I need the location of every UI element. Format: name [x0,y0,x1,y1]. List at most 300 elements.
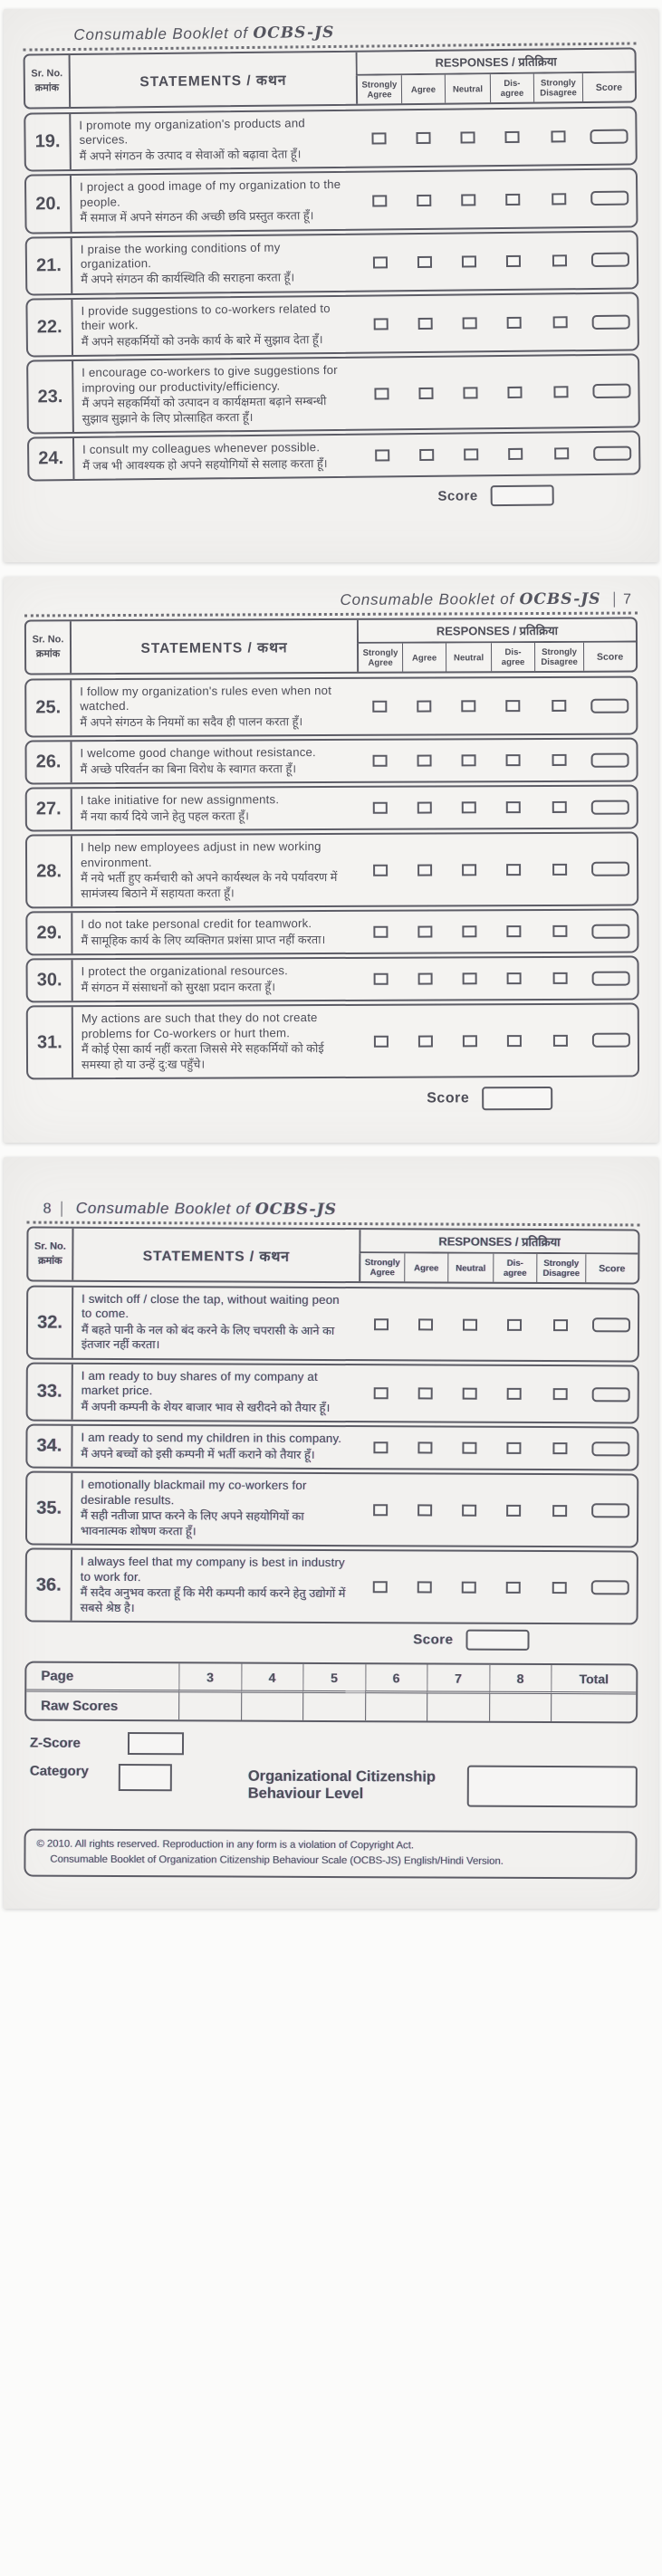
checkbox-agree[interactable] [417,1581,432,1593]
response-cell [357,741,402,781]
item-number: 28. [27,837,72,907]
item-number: 27. [27,790,72,830]
col-neutral: Neutral [445,74,490,103]
category-label: Category [29,1763,89,1779]
booklet-title-text: Consumable Booklet of [75,1199,251,1218]
sr-no-label: Sr. No. [32,634,64,646]
checkbox-strongly-agree[interactable] [371,133,386,145]
score-cell [585,1005,638,1076]
checkbox-agree[interactable] [417,865,432,876]
statement-cell [73,1287,359,1358]
checkbox-strongly-disagree[interactable] [552,1505,567,1517]
checkbox-neutral[interactable] [462,802,476,814]
z-score-label: Z-Score [29,1735,81,1751]
statement-cell [72,836,358,907]
page-score-line [26,1087,552,1114]
checkbox-agree[interactable] [418,1036,433,1048]
score-cell [585,1366,638,1422]
statement-english: I welcome good change without resistance. [80,745,316,761]
statement-row-36 [25,1548,638,1625]
score-cell [584,834,637,905]
response-cell [536,959,585,1000]
raw-score-cell[interactable] [365,1693,427,1720]
checkbox-neutral[interactable] [463,318,477,330]
checkbox-neutral[interactable] [463,387,477,398]
response-cell [403,296,447,352]
page-number: 7 [614,592,632,608]
checkbox-disagree[interactable] [507,1318,522,1330]
checkbox-strongly-agree[interactable] [373,256,388,268]
page-score-box[interactable] [465,1630,529,1651]
col-strongly-agree: Strongly Agree [357,644,402,672]
checkbox-agree[interactable] [418,318,433,330]
checkbox-strongly-disagree[interactable] [552,193,566,205]
item-score-box[interactable] [592,1387,630,1402]
sr-no-label-hindi: क्रमांक [34,81,60,93]
statement-hindi: मैं नया कार्य दिये जाने हेतु पहल करता हूँ। [80,809,249,824]
responses-header: RESPONSES / प्रतिक्रिया [359,1230,638,1254]
checkbox-disagree[interactable] [507,973,522,985]
checkbox-neutral[interactable] [463,1388,477,1400]
statement-rows [24,107,640,482]
checkbox-strongly-agree[interactable] [374,388,389,399]
checkbox-strongly-disagree[interactable] [553,1318,568,1330]
response-cell [403,912,446,953]
response-cell [493,959,536,1000]
sr-no-header [28,1228,73,1279]
response-cell [446,679,491,735]
response-cell [358,912,403,953]
response-cell [491,741,534,781]
item-number: 34. [27,1426,72,1467]
item-score-box[interactable] [591,1503,629,1518]
score-cell [585,356,638,427]
checkbox-disagree[interactable] [506,864,521,876]
response-cell [403,234,447,290]
response-cell [404,1006,447,1077]
response-cell [403,1474,446,1545]
col-agree: Agree [402,644,446,672]
checkbox-neutral[interactable] [463,973,477,985]
score-cell [584,232,638,288]
response-cell [403,1427,446,1468]
scanned-page-2 [4,577,658,1142]
checkbox-strongly-agree[interactable] [374,973,389,985]
checkbox-strongly-disagree[interactable] [551,131,565,143]
checkbox-agree[interactable] [418,1387,433,1399]
statement-english: I always feel that my company is best in industry to work for. [80,1554,345,1584]
statement-cell [71,111,357,170]
checkbox-disagree[interactable] [507,317,522,329]
statement-row-34 [25,1424,638,1471]
score-cell [584,1552,637,1623]
raw-score-cell[interactable] [241,1693,303,1720]
copyright-footer [24,1828,637,1879]
checkbox-strongly-disagree[interactable] [552,700,566,712]
checkbox-strongly-disagree[interactable] [552,1582,567,1594]
checkbox-agree[interactable] [419,449,434,461]
response-cell [359,1006,404,1077]
checkbox-neutral[interactable] [462,1442,476,1454]
response-cell [403,835,446,905]
response-cell [404,358,448,428]
raw-score-total-cell[interactable] [551,1694,636,1721]
response-cell [358,235,404,291]
z-score-line [30,1732,638,1757]
item-score-box[interactable] [592,384,630,398]
response-cell [403,1551,446,1622]
statement-hindi: मैं सदैव अनुभव करता हूँ कि मेरी कम्पनी कार्य करने हेतु उद्योगों में सबसे श्रेष्ठ है। [80,1585,346,1614]
response-cell [404,959,447,1000]
checkbox-neutral[interactable] [460,132,475,144]
z-score-box[interactable] [128,1732,184,1755]
responses-header: RESPONSES / प्रतिक्रिया [357,619,636,644]
score-cell [585,958,638,999]
response-cell [492,912,535,953]
checkbox-disagree[interactable] [506,1504,521,1516]
page-score-box[interactable] [491,485,554,507]
response-cell [359,959,404,1000]
checkbox-strongly-agree[interactable] [374,1387,389,1399]
col-strongly-disagree: Strongly Disagree [536,1254,585,1282]
item-number: 23. [28,361,74,432]
statements-header: STATEMENTS / कथन [139,72,287,90]
checkbox-strongly-agree[interactable] [374,319,389,330]
statement-hindi: मैं अपने सहकर्मियों को उनके कार्य के बारे में सुझाव देता हूँ। [81,331,323,349]
statement-english: I promote my organization's products and services. [79,116,305,148]
statement-english: I am ready to buy shares of my company at market price. [81,1368,318,1398]
statement-english: I praise the working conditions of my organization. [80,240,281,272]
response-cell [492,835,535,905]
checkbox-strongly-agree[interactable] [373,802,388,814]
item-score-box[interactable] [590,129,628,143]
checkbox-agree[interactable] [417,701,431,713]
col-strongly-agree: Strongly Agree [356,75,401,104]
checkbox-disagree[interactable] [506,755,521,767]
checkbox-disagree[interactable] [506,802,521,814]
checkbox-strongly-disagree[interactable] [552,755,567,767]
statement-english: I do not take personal credit for teamwork. [81,916,312,932]
raw-scores-label: Raw Scores [41,1698,119,1714]
statement-english: I switch off / close the tap, without waiting peon to come. [82,1291,340,1321]
checkbox-disagree[interactable] [505,193,520,205]
statement-cell [73,1364,359,1421]
statement-hindi: मैं कोई ऐसा कार्य नहीं करता जिससे मेरे सहकर्मियों को कोई समस्या हो या उन्हें दु:ख पहुँचे। [81,1041,324,1072]
checkbox-strongly-agree[interactable] [372,195,387,206]
response-cell [446,788,492,828]
checkbox-strongly-disagree[interactable] [553,1388,568,1400]
item-score-box[interactable] [590,699,628,713]
score-cell [583,170,637,226]
checkbox-disagree[interactable] [504,131,519,143]
checkbox-strongly-disagree[interactable] [552,1442,567,1454]
response-cell [446,835,492,905]
statement-english: My actions are such that they do not create problems for Co-workers or hurt them. [81,1010,318,1041]
item-score-box[interactable] [592,1317,630,1332]
statement-hindi: मैं अच्छे परिवर्तन का बिना विरोध के स्वागत करता हूँ। [80,761,297,777]
response-cell [490,110,534,166]
checkbox-neutral[interactable] [464,449,478,461]
checkbox-strongly-disagree[interactable] [552,254,567,266]
score-cell [584,1475,637,1546]
item-score-box[interactable] [591,800,629,815]
col-strongly-disagree: Strongly Disagree [533,73,582,102]
statement-hindi: मैं अपने संगठन के नियमों का सदैव ही पालन करता हूँ। [80,714,303,730]
checkbox-strongly-disagree[interactable] [553,1035,568,1047]
checkbox-strongly-agree[interactable] [373,926,388,938]
response-cell [404,1365,447,1422]
score-cell [584,787,637,828]
checkbox-strongly-agree[interactable] [372,701,387,713]
raw-score-cell[interactable] [489,1694,552,1721]
checkbox-neutral[interactable] [462,865,476,876]
checkbox-agree[interactable] [417,1504,432,1516]
response-cell [357,173,403,229]
statement-english: I protect the organizational resources. [81,963,289,979]
checkbox-agree[interactable] [417,194,431,206]
statement-hindi: मैं अपने बच्चों को इसी कम्पनी में भर्ती कराने को तैयार हूँ। [81,1446,315,1461]
checkbox-strongly-agree[interactable] [373,1441,388,1453]
response-cell [492,1552,535,1623]
statement-english: I consult my colleagues whenever possible. [82,440,321,457]
checkbox-disagree[interactable] [506,1581,521,1593]
table-header [26,1226,639,1284]
item-score-box[interactable] [591,253,629,267]
statement-row-29 [25,909,638,956]
statements-header: STATEMENTS / कथन [140,640,288,656]
statement-row-25 [24,676,638,738]
category-box[interactable] [119,1764,172,1791]
checkbox-neutral[interactable] [463,1035,477,1047]
item-score-box[interactable] [591,862,629,876]
statement-cell [73,359,360,432]
response-cell [534,170,584,226]
statement-english: I emotionally blackmail my co-workers for desirable results. [81,1477,307,1507]
raw-scores-table [24,1661,638,1723]
checkbox-agree[interactable] [417,802,432,814]
response-cell [535,788,584,828]
response-cell [446,295,493,351]
checkbox-disagree[interactable] [506,1442,521,1454]
checkbox-agree[interactable] [418,973,433,985]
checkbox-strongly-agree[interactable] [373,1504,388,1516]
item-score-box[interactable] [592,972,630,986]
ocb-level-group [248,1765,638,1808]
item-score-box[interactable] [591,1441,629,1456]
sr-no-label-hindi: क्रमांक [38,1254,62,1266]
response-cell [402,172,446,228]
ocb-level-label: Organizational Citizenship Behaviour Level [247,1767,437,1803]
checkbox-strongly-agree[interactable] [373,1581,388,1593]
statement-row-26 [24,738,638,785]
booklet-title-code: OCBS-JS [253,23,335,43]
page-number-cell: 6 [365,1664,427,1693]
checkbox-agree[interactable] [417,926,432,938]
response-cell [446,172,492,228]
checkbox-agree[interactable] [416,132,430,144]
item-number: 20. [26,176,72,232]
response-cell [405,435,448,475]
statement-cell [72,173,358,232]
checkbox-strongly-disagree[interactable] [553,386,568,397]
statement-hindi: मैं समाज में अपने संगठन की अच्छी छवि प्रस्तुत करता हूँ। [80,208,314,225]
score-cell [582,109,636,165]
statement-hindi: मैं जब भी आवश्यक हो अपने सहयोगियों से सलाह करता हूँ। [82,455,328,473]
statement-cell [72,913,358,954]
item-score-box[interactable] [592,314,630,329]
checkbox-disagree[interactable] [506,255,521,267]
raw-score-cell[interactable] [302,1693,365,1720]
scanned-page-3 [4,1157,658,1909]
col-disagree: Dis- agree [490,74,533,103]
response-cell [535,912,584,953]
score-cell [586,433,638,474]
col-disagree: Dis- agree [493,1253,536,1281]
col-score: Score [582,72,635,101]
response-cell [446,741,491,781]
booklet-title-text: Consumable Booklet of [73,24,248,43]
checkbox-disagree[interactable] [507,1035,522,1047]
response-cell [360,436,405,477]
checkbox-strongly-agree[interactable] [373,756,388,768]
item-score-box[interactable] [591,1580,629,1594]
response-cell [535,1475,584,1546]
statement-hindi: मैं सामूहिक कार्य के लिए व्यक्तिगत प्रशंसा प्राप्त नहीं करता। [81,933,326,948]
statement-row-23 [26,354,640,435]
page-number-cell: 7 [427,1664,489,1693]
raw-score-cell[interactable] [178,1692,241,1719]
checkbox-strongly-disagree[interactable] [552,802,567,814]
statement-english: I help new employees adjust in new working environment. [80,839,321,870]
col-agree: Agree [404,1253,447,1281]
statement-cell [72,789,358,830]
response-cell [358,1427,403,1468]
page-title [27,1197,640,1222]
checkbox-strongly-disagree[interactable] [552,864,567,876]
checkbox-agree[interactable] [418,388,433,399]
item-score-box[interactable] [591,924,629,939]
checkbox-agree[interactable] [417,755,432,767]
response-cell [493,1006,536,1077]
raw-score-cell[interactable] [427,1693,489,1720]
statement-cell [72,679,357,736]
response-cell [536,357,586,428]
page-score-box[interactable] [482,1087,552,1111]
total-column-label: Total [551,1665,636,1694]
response-cell [359,1365,404,1422]
checkbox-agree[interactable] [417,1441,432,1453]
checkbox-strongly-agree[interactable] [374,1036,389,1048]
item-number: 29. [27,914,72,954]
statement-cell [74,436,360,479]
response-cell [492,1428,535,1469]
response-cell [491,678,534,734]
page-score-line [24,1627,529,1650]
item-number: 19. [25,114,72,170]
response-cell [535,1428,584,1469]
page-number-cell: 4 [241,1664,303,1693]
checkbox-disagree[interactable] [507,387,522,398]
sr-no-label: Sr. No. [31,67,63,80]
sr-no-header [25,55,72,108]
response-cell [357,679,402,735]
response-cell [493,1365,536,1422]
item-number: 30. [28,961,73,1001]
checkbox-disagree[interactable] [508,448,523,460]
checkbox-strongly-disagree[interactable] [553,317,568,329]
statement-cell [72,235,359,293]
response-cell [356,110,402,167]
ocb-level-box[interactable] [467,1766,638,1808]
col-score: Score [583,643,636,671]
sr-no-label: Sr. No. [34,1240,66,1251]
statement-english: I take initiative for new assignments. [80,793,280,808]
page-number-cell: 5 [302,1664,365,1693]
statement-english: I encourage co-workers to give suggestions for improving our productivity/efficiency. [82,363,338,395]
checkbox-agree[interactable] [418,1318,433,1330]
item-score-box[interactable] [592,1033,630,1048]
checkbox-neutral[interactable] [462,1504,476,1516]
response-cell [536,1366,585,1422]
statement-cell [72,1426,358,1468]
checkbox-neutral[interactable] [462,755,476,767]
checkbox-strongly-agree[interactable] [373,865,388,876]
statement-hindi: मैं अपने संगठन की कार्यस्थिति की सराहना करता हूँ। [81,270,295,287]
response-cell [446,234,493,290]
statement-rows [25,1285,640,1624]
col-strongly-disagree: Strongly Disagree [534,643,583,671]
checkbox-neutral[interactable] [461,194,475,206]
item-score-box[interactable] [590,191,628,206]
response-cell [358,1551,403,1622]
response-cell [534,678,583,734]
page-score-label: Score [413,1632,454,1648]
sr-no-label-hindi: क्रमांक [35,648,61,660]
checkbox-neutral[interactable] [461,701,475,713]
statement-row-35 [25,1471,638,1548]
statements-header: STATEMENTS / कथन [142,1248,290,1264]
checkbox-agree[interactable] [417,256,432,268]
response-cell [446,1552,492,1623]
statement-cell [73,960,359,1001]
item-score-box[interactable] [593,445,631,460]
checkbox-strongly-agree[interactable] [374,1317,389,1329]
item-number: 36. [27,1550,72,1621]
checkbox-neutral[interactable] [462,255,476,267]
response-cell [358,296,404,352]
checkbox-neutral[interactable] [462,926,476,938]
checkbox-disagree[interactable] [505,701,520,713]
page-number-cell: 8 [489,1665,552,1694]
copyright-line-1: © 2010. All rights reserved. Reproduction in any form is a violation of Copyright Act. [36,1838,415,1852]
item-number: 25. [26,681,72,737]
item-number: 22. [27,300,73,356]
checkbox-disagree[interactable] [507,1388,522,1400]
statement-hindi: मैं अपनी कम्पनी के शेयर बाजार भाव से खरीदने को तैयार हूँ। [81,1399,331,1414]
checkbox-strongly-disagree[interactable] [554,448,569,460]
checkbox-strongly-disagree[interactable] [553,973,568,985]
checkbox-neutral[interactable] [462,1581,476,1593]
response-cell [359,1288,404,1359]
checkbox-strongly-agree[interactable] [375,450,389,462]
statement-row-21 [25,230,639,295]
response-cell [446,1428,492,1469]
item-score-box[interactable] [591,753,629,768]
checkbox-strongly-disagree[interactable] [552,926,567,938]
checkbox-neutral[interactable] [463,1318,477,1330]
response-cell [535,1552,584,1623]
checkbox-disagree[interactable] [506,926,521,938]
